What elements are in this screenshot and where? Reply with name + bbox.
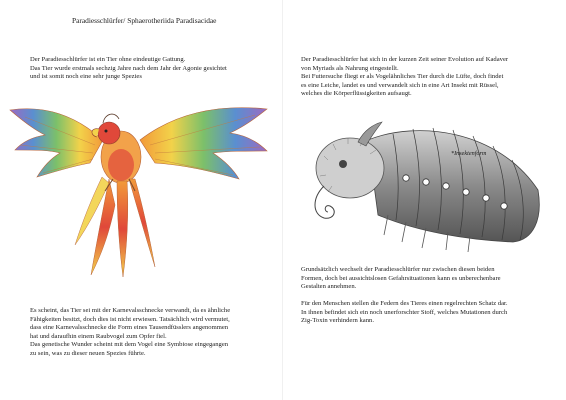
left-intro-paragraph: Der Paradiesschlürfer ist ein Tier ohne eindeutige Gattung. Das Tier wurde erstmals sechzig Jahre nach dem Jahr der Agonie gesichtet und ist somit noch eine sehr junge Spezies: [30, 56, 227, 80]
left-body-paragraph: Es scheint, das Tier sei mit der Karnevalsschnecke verwandt, da es ähnliche Fähigkeiten besitzt, doch dies ist nicht erwiesen. Tatsächlich wird vermutet, dass eine Karnevalsschnecke die Form eines Tausendfüsslers angenommen hat und daraufhin einem Raubvogel zum Opfer fiel. Das genetische Wunder scheint mit dem Vogel eine Symbiose eingegangen zu sein, was zu dieser neuen Spezies führte.: [30, 307, 231, 357]
right-body-paragraph: Grundsätzlich wechselt der Paradiesschlürfer nur zwischen diesen beiden Formen, doch bei aussichtslosen Gefahrsituationen kann es unberechenbare Gestalten annehmen. Für den Menschen stellen die Federn des Tieres einen regelrechten Schatz dar. In ihnen befindet sich ein noch unerforschter Stoff, welches Mutationen durch Zig-Toxin verhindern kann.: [301, 266, 508, 324]
insect-caption: *Insektenform: [451, 150, 487, 157]
page-title: Paradiesschlürfer/ Sphaerotheriida Paradisacidae: [72, 16, 217, 25]
right-intro-paragraph: Der Paradiesschlürfer hat sich in der kurzen Zeit seiner Evolution auf Kadaver von Myriads als Nahrung eingestellt. Bei Futtersuche fliegt er als Vogelähnliches Tier durch die Lüfte, doch findet es eine Leiche, landet es und verwandelt sich in eine Art Insekt mit Rüssel, welches die Körperflüssigkeiten aufsaugt.: [301, 56, 509, 97]
bird-illustration-icon: [5, 95, 277, 280]
right-page: [283, 0, 566, 400]
insect-illustration-icon: [298, 120, 548, 255]
